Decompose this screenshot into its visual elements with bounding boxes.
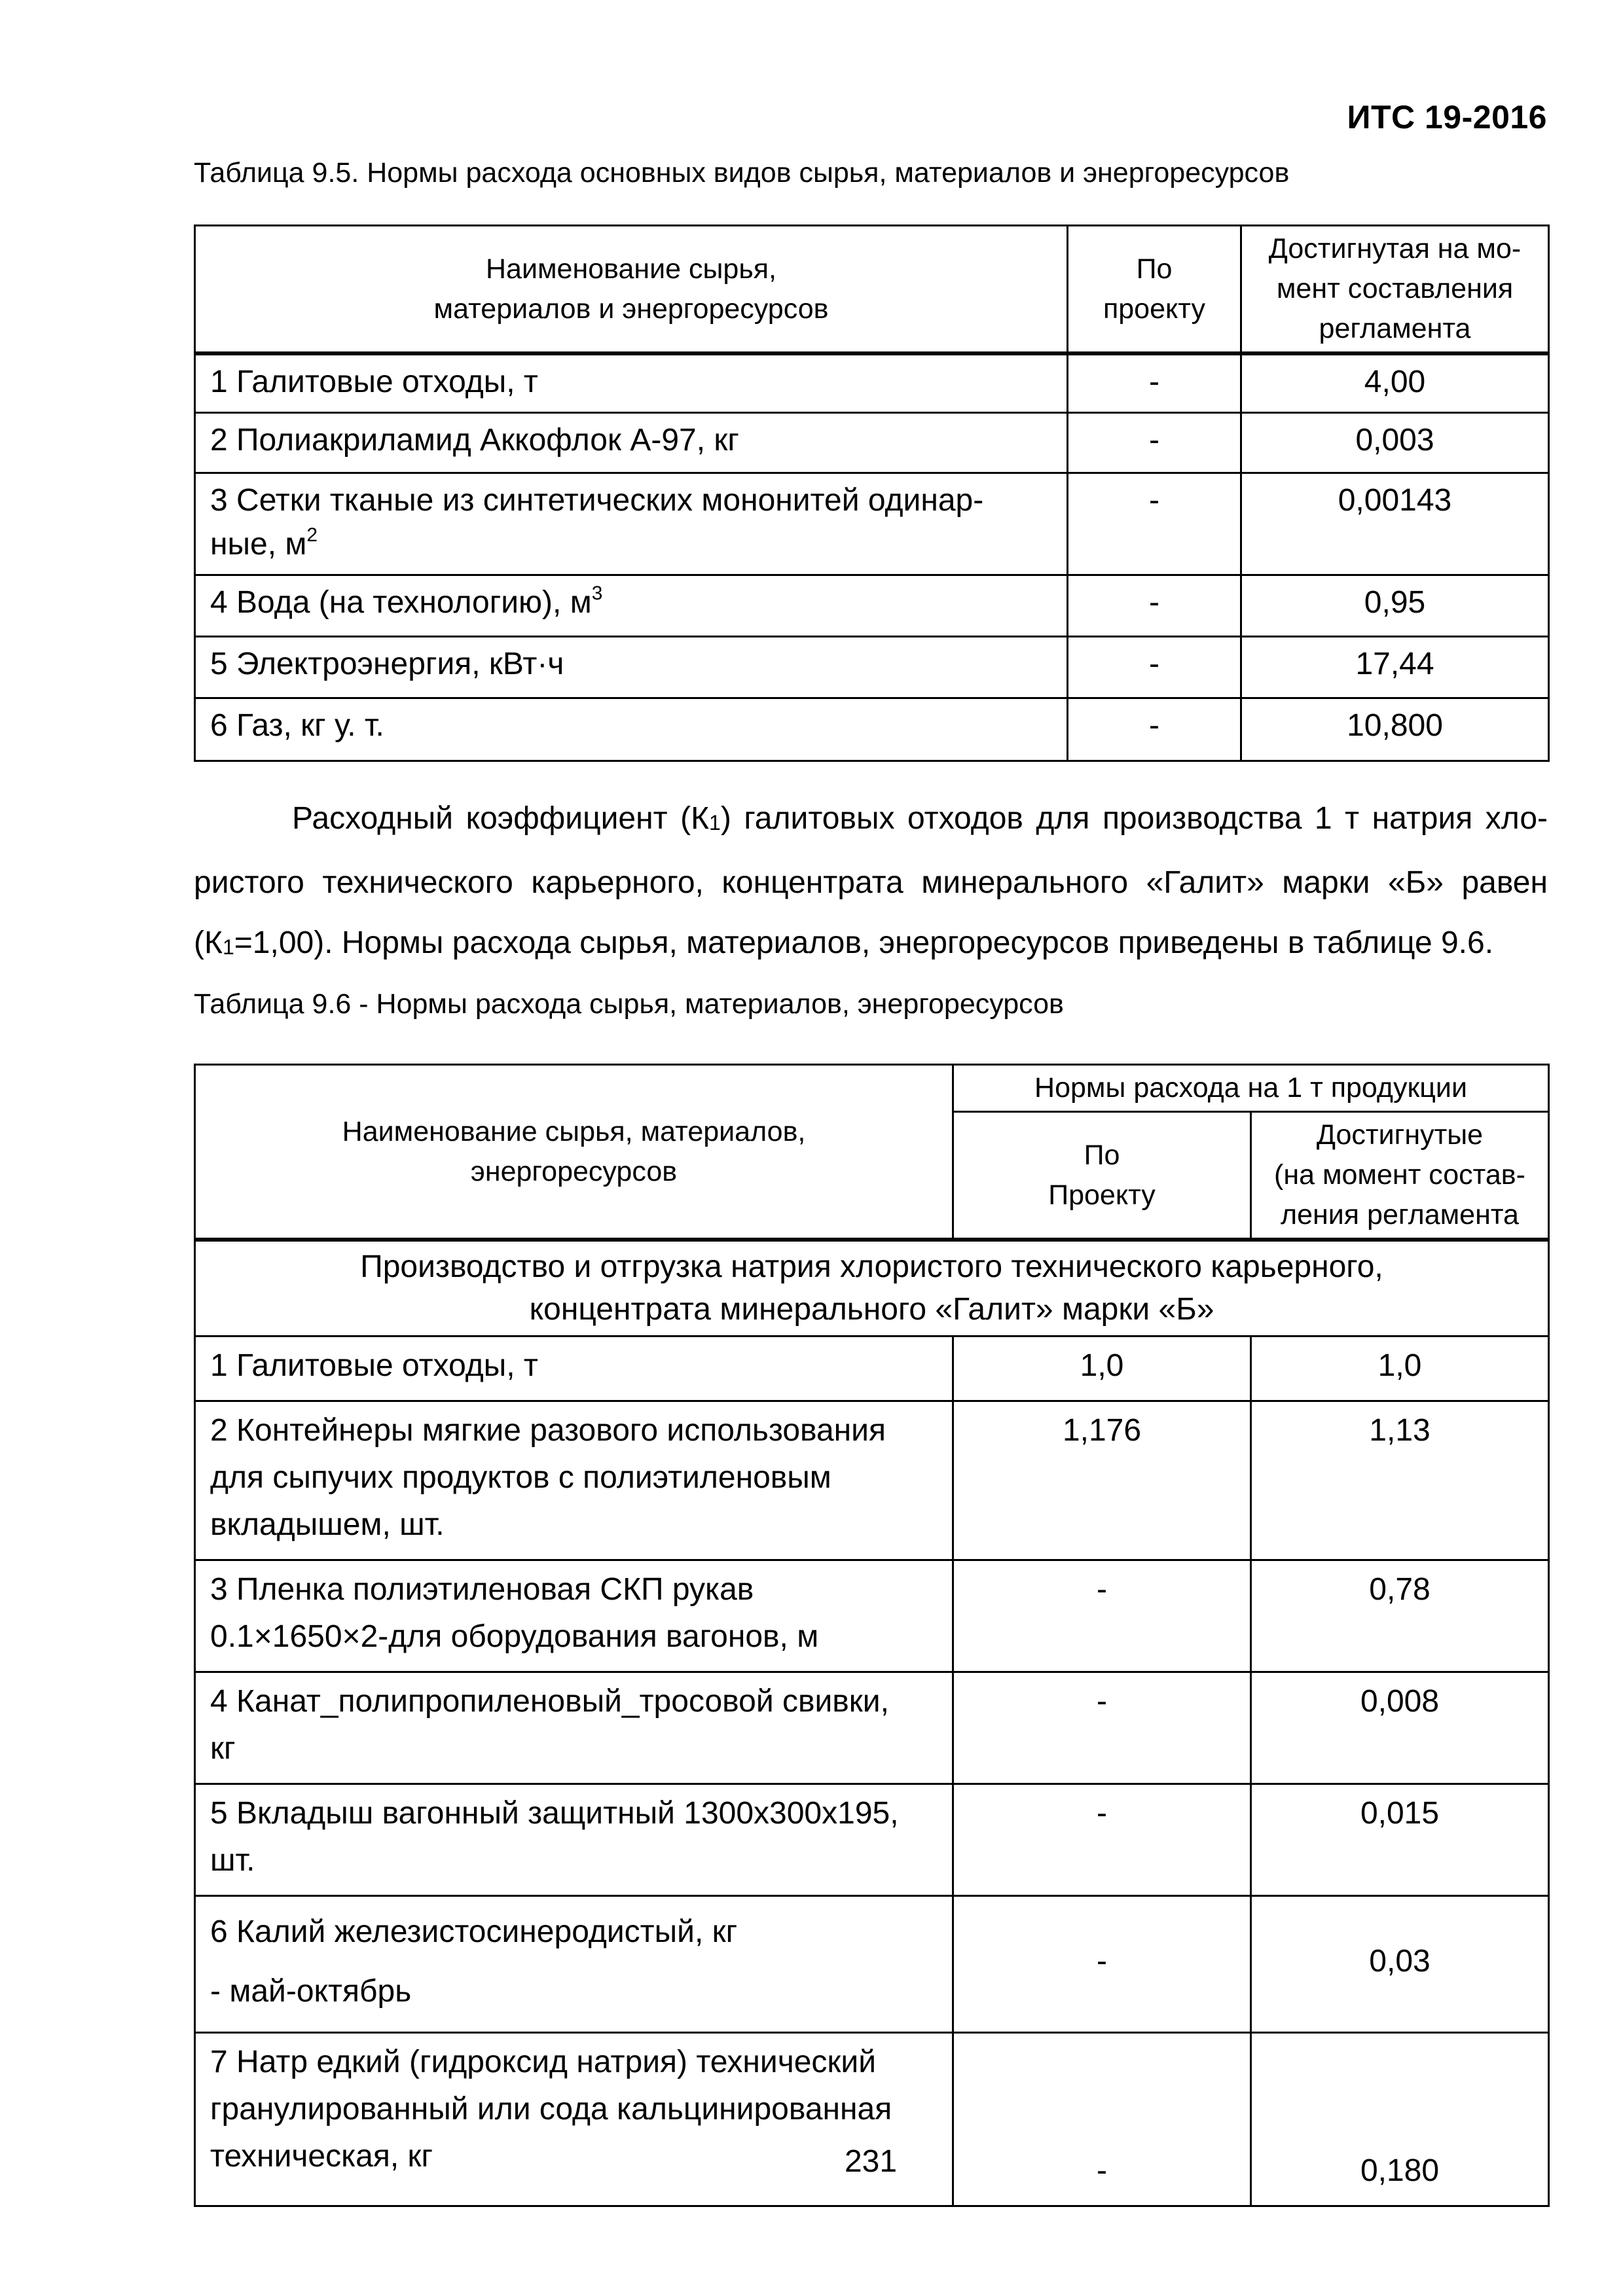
- table-row: [195, 413, 1549, 473]
- row-project: -: [1068, 698, 1241, 761]
- column-header-achieved: Достигнутые (на момент состав- ления регламента: [1251, 1112, 1549, 1240]
- section-row: [195, 1240, 1549, 1336]
- row-name: 3 Сетки тканые из синтетических мононитей одинар- ные, $м^2$: [195, 473, 1068, 575]
- table-row: [195, 636, 1549, 698]
- row-name: 6 Газ, кг у. т.: [195, 698, 1068, 761]
- table-row: [195, 1560, 1549, 1672]
- row-name: 4 Канат_полипропиленовый_тросовой свивки, кг: [195, 1672, 953, 1784]
- body-paragraph: Расходный коэффициент (К1) галитовых отходов для производства 1 т натрия хло-ристого технического карьерного, концентрата минерального «Галит» марки «Б» равен (К1=1,00). Нормы расхода сырья, материалов, энергоресурсов приведены в таблице 9.6.: [194, 801, 1548, 960]
- table-row: [195, 353, 1549, 413]
- row-name: 1 Галитовые отходы, т: [195, 1336, 953, 1401]
- row-project: -: [1068, 575, 1241, 636]
- table-header-row: [195, 1065, 1549, 1112]
- row-name: 6 Калий железистосинеродистый, кг - май-октябрь: [195, 1895, 953, 2032]
- table-caption: Таблица 9.5. Нормы расхода основных видов сырья, материалов и энергоресурсов: [194, 157, 1290, 188]
- row-name: 3 Пленка полиэтиленовая СКП рукав 0.1×1650×2-для оборудования вагонов, м: [195, 1560, 953, 1672]
- row-project: -: [953, 1784, 1251, 1895]
- table-row: [195, 1672, 1549, 1784]
- table-row: [195, 473, 1549, 575]
- row-achieved: 0,95: [1241, 575, 1549, 636]
- table-row: [195, 2033, 1549, 2206]
- consumption-norms-table: [194, 224, 1550, 762]
- table-header-row: [195, 226, 1549, 354]
- row-achieved: 0,180: [1251, 2033, 1549, 2206]
- table-row: [195, 1895, 1549, 2032]
- table-row: [195, 575, 1549, 636]
- row-achieved: 1,13: [1251, 1401, 1549, 1560]
- row-project: 1,176: [953, 1401, 1251, 1560]
- row-achieved: 0,78: [1251, 1560, 1549, 1672]
- table-row: [195, 698, 1549, 761]
- row-name: 5 Электроэнергия, кВт·ч: [195, 636, 1068, 698]
- table-row: [195, 1784, 1549, 1895]
- row-name: 4 Вода (на технологию), $м^3$: [195, 575, 1068, 636]
- document-code: ИТС 19-2016: [1347, 99, 1547, 135]
- row-achieved: 1,0: [1251, 1336, 1549, 1401]
- row-achieved: 0,00143: [1241, 473, 1549, 575]
- row-project: -: [1068, 413, 1241, 473]
- row-name: 1 Галитовые отходы, т: [195, 353, 1068, 413]
- row-project: -: [953, 1560, 1251, 1672]
- consumption-norms-table-2: [194, 1064, 1550, 2207]
- row-achieved: 4,00: [1241, 353, 1549, 413]
- row-project: -: [953, 1895, 1251, 2032]
- section-title: Производство и отгрузка натрия хлористого технического карьерного, концентрата минерального «Галит» марки «Б»: [195, 1240, 1549, 1336]
- row-project: -: [1068, 353, 1241, 413]
- row-achieved: 10,800: [1241, 698, 1549, 761]
- column-header-achieved: Достигнутая на мо- мент составления регламента: [1241, 226, 1549, 354]
- column-header-name: Наименование сырья, материалов и энергоресурсов: [195, 226, 1068, 354]
- row-project: 1,0: [953, 1336, 1251, 1401]
- row-project: -: [1068, 636, 1241, 698]
- row-achieved: 0,003: [1241, 413, 1549, 473]
- row-name: 7 Натр едкий (гидроксид натрия) технический гранулированный или сода кальцинированная техническая, кг: [195, 2033, 953, 2206]
- table-caption: Таблица 9.6 - Нормы расхода сырья, материалов, энергоресурсов: [194, 988, 1064, 1020]
- column-header-project: По Проекту: [953, 1112, 1251, 1240]
- column-header-project: По проекту: [1068, 226, 1241, 354]
- row-project: -: [953, 2033, 1251, 2206]
- row-achieved: 0,008: [1251, 1672, 1549, 1784]
- table-row: [195, 1401, 1549, 1560]
- row-name: 2 Полиакриламид Аккофлок А-97, кг: [195, 413, 1068, 473]
- column-group-header: Нормы расхода на 1 т продукции: [953, 1065, 1549, 1112]
- row-achieved: 0,03: [1251, 1895, 1549, 2032]
- table-row: [195, 1336, 1549, 1401]
- row-achieved: 0,015: [1251, 1784, 1549, 1895]
- page-number: 231: [844, 2144, 898, 2179]
- row-project: -: [1068, 473, 1241, 575]
- column-header-name: Наименование сырья, материалов, энергоресурсов: [195, 1065, 953, 1240]
- row-project: -: [953, 1672, 1251, 1784]
- row-name: 5 Вкладыш вагонный защитный 1300х300х195, шт.: [195, 1784, 953, 1895]
- row-achieved: 17,44: [1241, 636, 1549, 698]
- row-name: 2 Контейнеры мягкие разового использования для сыпучих продуктов с полиэтиленовым вкладышем, шт.: [195, 1401, 953, 1560]
